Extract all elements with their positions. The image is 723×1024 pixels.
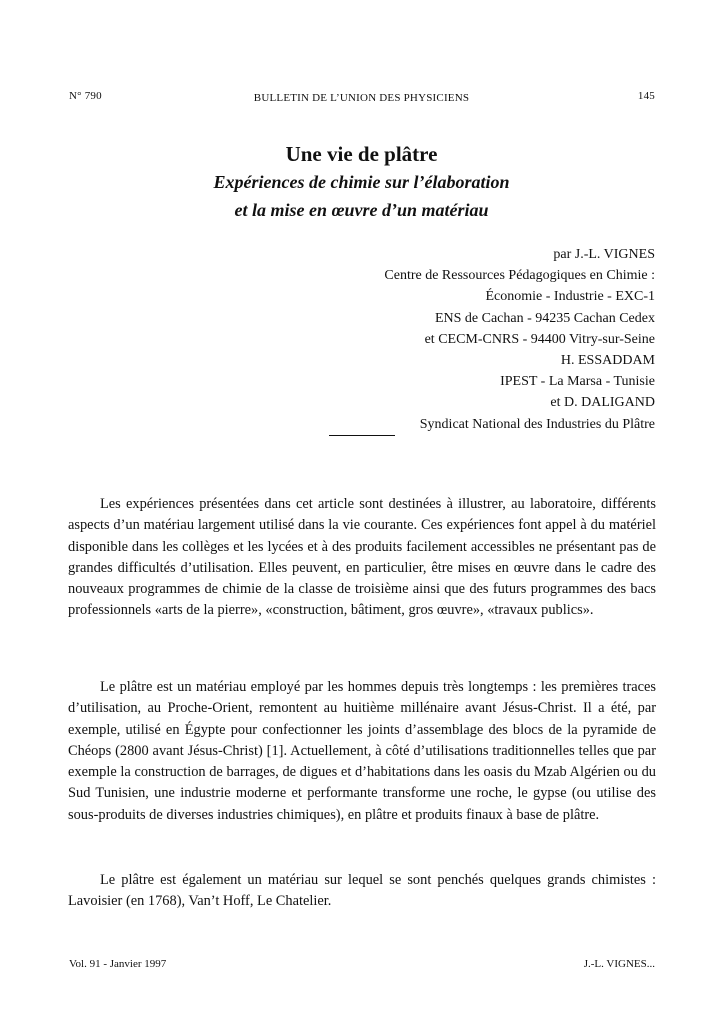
- paragraph: Les expériences présentées dans cet article sont destinées à illustrer, au laboratoire, différents aspects d’un matériau largement utilisé dans la vie courante. Ces expériences font appel à du matériel disponible dans les collèges et les lycées et à des produits facilement accessibles ne présentant pas de grandes difficultés d’utilisation. Elles peuvent, en particulier, être mises en œuvre dans le cadre des nouveaux programmes de chimie de la classe de troisième ainsi que des futurs programmes des bacs professionnels «arts de la pierre», «construction, bâtiment, gros œuvre», «travaux publics».: [68, 496, 656, 619]
- page-number: 145: [637, 90, 655, 102]
- author-line: Économie - Industrie - EXC-1: [485, 289, 655, 305]
- footer-author: J.-L. VIGNES...: [583, 958, 655, 970]
- author-line: ENS de Cachan - 94235 Cachan Cedex: [434, 310, 655, 326]
- article-title: Une vie de plâtre: [285, 142, 438, 166]
- author-line: Syndicat National des Industries du Plâtre: [419, 416, 655, 432]
- journal-name: BULLETIN DE L’UNION DES PHYSICIENS: [253, 92, 470, 104]
- article-subtitle-line-2: et la mise en œuvre d’un matériau: [234, 200, 489, 220]
- separator-rule: [329, 435, 395, 436]
- title-block: [0, 140, 723, 224]
- author-line: H. ESSADDAM: [560, 353, 655, 369]
- article-subtitle-line-1: Expériences de chimie sur l’élaboration: [213, 172, 510, 192]
- paragraph: Le plâtre est également un matériau sur lequel se sont penchés quelques grands chimistes : Lavoisier (en 1768), Van’t Hoff, Le Chatelier.: [68, 872, 656, 910]
- author-line: par J.-L. VIGNES: [553, 247, 655, 262]
- issue-number: N° 790: [69, 90, 102, 102]
- paragraph: Le plâtre est un matériau employé par les hommes depuis très longtemps : les premières traces d’utilisation, au Proche-Orient, remontent au huitième millénaire avant Jésus-Christ. Il a été, par exemple, utilisé en Égypte pour confectionner les joints d’assemblage des blocs de la pyramide de Chéops (2800 avant Jésus-Christ) [1]. Actuellement, à côté d’utilisations traditionnelles telles que par exemple la construction de barrages, de digues et d’habitations dans les oasis du Mzab Algérien ou du Sud Tunisien, une industrie moderne et performante transforme une roche, le gypse (ou utilise des sous-produits de diverses industries chimiques), en plâtre et produits finaux à base de plâtre.: [68, 679, 656, 823]
- author-line: et D. DALIGAND: [550, 395, 655, 411]
- footer-volume: Vol. 91 - Janvier 1997: [69, 958, 167, 970]
- author-line: et CECM-CNRS - 94400 Vitry-sur-Seine: [424, 331, 655, 347]
- author-line: IPEST - La Marsa - Tunisie: [500, 374, 655, 390]
- author-affiliations: [384, 244, 655, 435]
- author-line: Centre de Ressources Pédagogiques en Chimie :: [384, 268, 655, 284]
